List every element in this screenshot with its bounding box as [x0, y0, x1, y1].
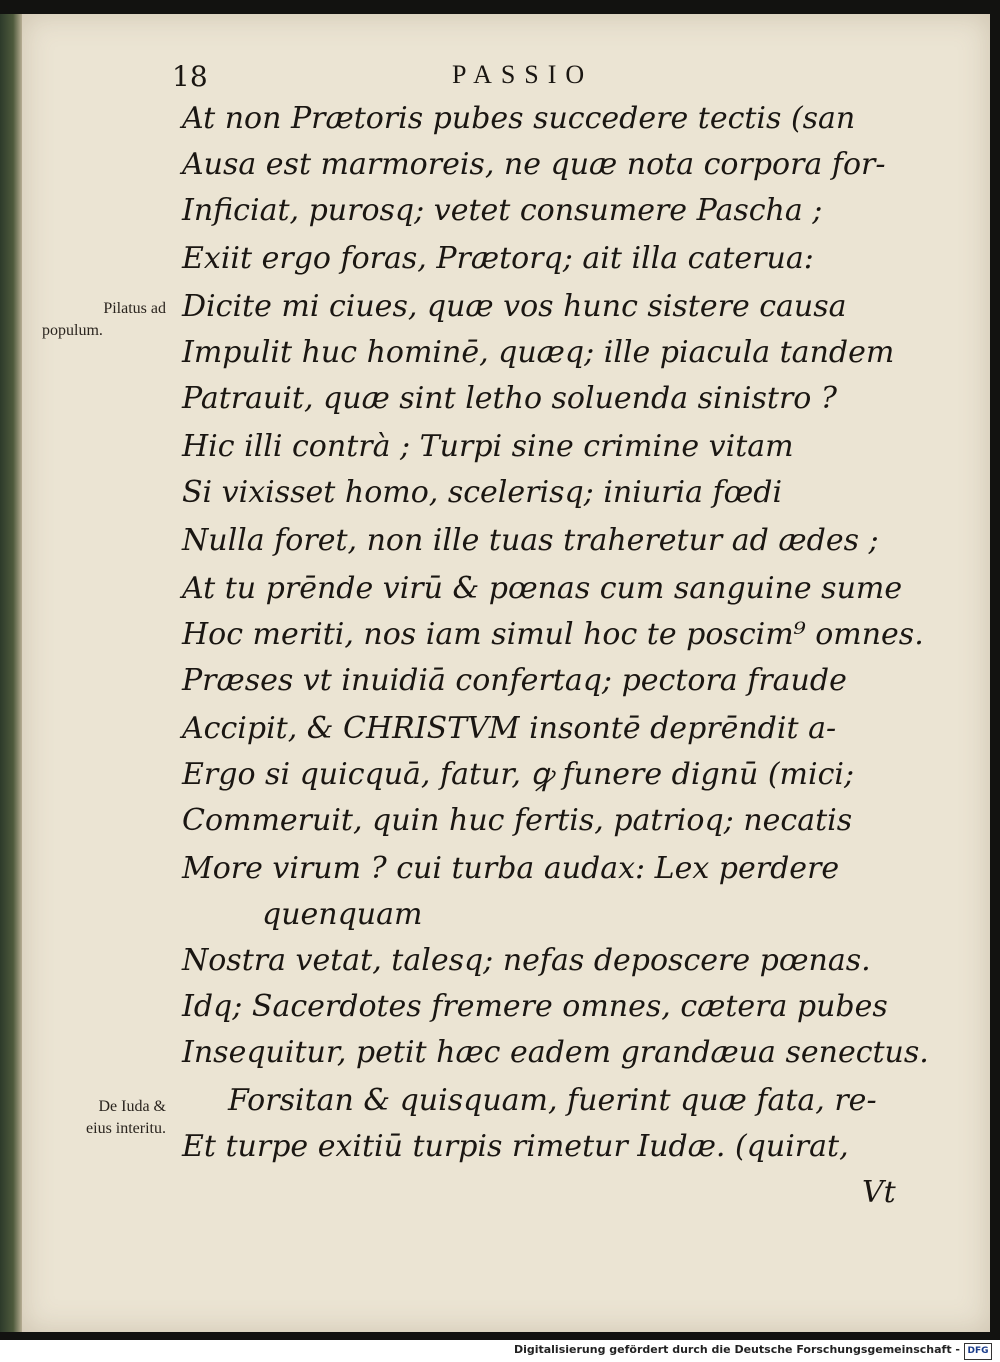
margin-note-line: Pilatus ad [103, 300, 166, 317]
verse-line-6: Impulit huc hominē, quæq; ille piacula tandem [182, 335, 895, 370]
verse-line-12: Hoc meriti, nos iam simul hoc te poscim⁹ omnes. [182, 617, 924, 652]
margin-note-line: eius interitu. [86, 1120, 166, 1137]
verse-line-8: Hic illi contrà ; Turpi sine crimine vitam [182, 429, 794, 464]
verse-line-3: Inficiat, purosq; vetet consumere Pascha ; [182, 193, 823, 228]
verse-line-21: Insequitur, petit hæc eadem grandæua senectus. [182, 1035, 929, 1070]
verse-line-19: Nostra vetat, talesq; nefas deposcere pœnas. [182, 943, 871, 978]
verse-line-22: Forsitan & quisquam, fuerint quæ fata, re- [228, 1083, 877, 1118]
verse-line-11: At tu prēnde virū & pœnas cum sanguine sume [182, 571, 903, 606]
verse-line-10: Nulla foret, non ille tuas traheretur ad ædes ; [182, 523, 879, 558]
verse-line-5: Dicite mi ciues, quæ vos hunc sistere causa [182, 289, 847, 324]
verse-line-20: Idq; Sacerdotes fremere omnes, cætera pubes [182, 989, 888, 1024]
margin-note-iuda [36, 1096, 166, 1140]
verse-line-23: Et turpe exitiū turpis rimetur Iudæ. (quirat, [182, 1129, 849, 1164]
verse-line-17: More virum ? cui turba audax: Lex perdere [182, 851, 840, 886]
footer-credit: Digitalisierung gefördert durch die Deutsche Forschungsgemeinschaft - [513, 1343, 960, 1356]
dfg-logo-icon: DFG [964, 1343, 992, 1360]
page-number: 18 [172, 60, 208, 93]
margin-note-line: populum. [42, 322, 103, 339]
verse-line-2: Ausa est marmoreis, ne quæ nota corpora for- [182, 147, 886, 182]
verse-line-7: Patrauit, quæ sint letho soluenda sinistro ? [182, 381, 837, 416]
catchword: Vt [862, 1175, 896, 1210]
verse-line-1: At non Prætoris pubes succedere tectis (san [182, 101, 856, 136]
footer-bar [0, 1340, 1000, 1362]
verse-line-14: Accipit, & CHRISTVM insontē deprēndit a- [182, 711, 837, 746]
verse-line-18: quenquam [262, 897, 423, 932]
running-title: PASSIO [452, 60, 594, 89]
verse-line-13: Præses vt inuidiā confertaq; pectora fraude [182, 663, 847, 698]
page-header [22, 60, 990, 100]
margin-note-pilatus [36, 298, 166, 342]
verse-line-9: Si vixisset homo, scelerisq; iniuria fœdi [182, 475, 783, 510]
margin-note-line: De Iuda & [98, 1098, 166, 1115]
verse-line-16: Commeruit, quin huc fertis, patrioq; necatis [182, 803, 853, 838]
book-spine [0, 14, 22, 1332]
verse-line-15: Ergo si quicquā, fatur, ꝙ funere dignū (mici; [182, 757, 855, 792]
verse-line-4: Exiit ergo foras, Prætorq; ait illa caterua: [182, 241, 814, 276]
